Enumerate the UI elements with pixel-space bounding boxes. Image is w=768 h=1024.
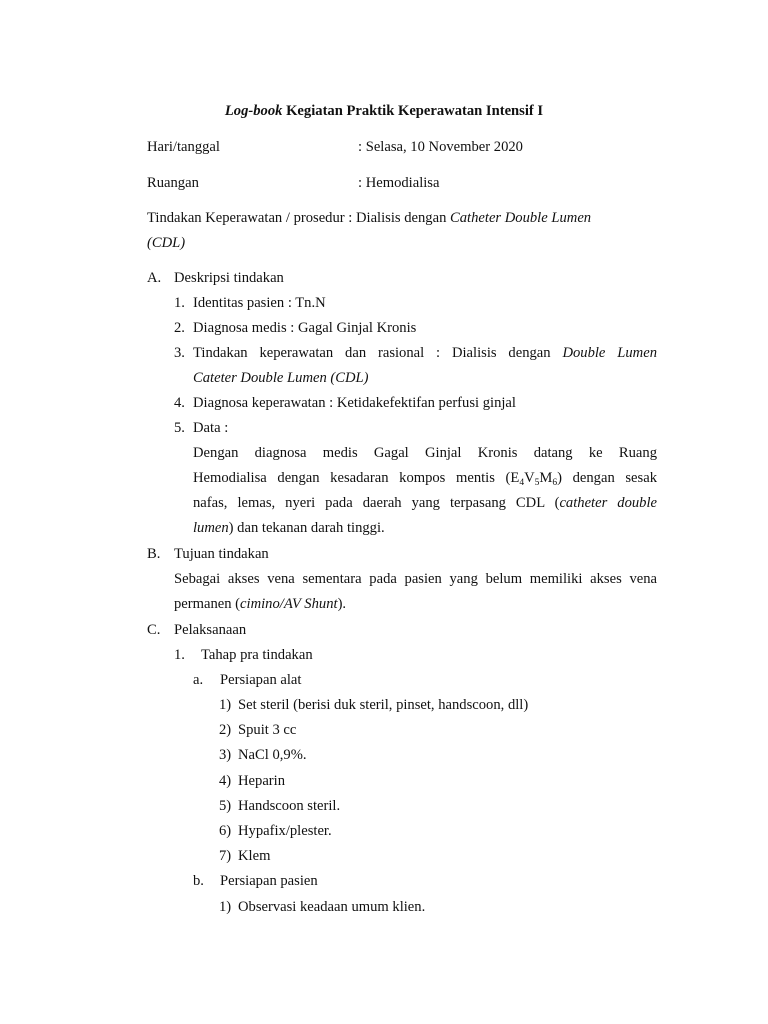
alat-item: Handscoon steril. [238,798,341,814]
a-item-text: Diagnosa keperawatan : Ketidakefektifan perfusi ginjal [193,395,516,411]
section-a-title: Deskripsi tindakan [174,270,284,286]
alat-num: 1) [219,697,232,713]
a-item-3-italic2: Cateter Double Lumen (CDL) [193,370,369,386]
sub-a-marker: a. [193,672,204,688]
a-item-num: 4. [174,395,185,411]
field-tindakan-line2 [147,235,185,253]
sub-b-marker: b. [193,873,204,889]
field-value-hari: : Selasa, 10 November 2020 [358,139,523,155]
data-line-2 [193,470,657,488]
data-line-2-pre: Hemodialisa dengan kesadaran kompos mentis (E [193,470,520,486]
step-1-num: 1. [174,647,185,663]
field-label-hari: Hari/tanggal [147,139,220,155]
alat-item: Klem [238,848,271,864]
field-value-ruangan: : Hemodialisa [358,175,440,191]
section-b-line-2 [174,596,346,614]
tindakan-italic: Catheter Double Lumen [450,210,592,226]
alat-item: Heparin [238,773,286,789]
data-line-1: Dengan diagnosa medis Gagal Ginjal Kronis datang ke Ruang [193,445,657,461]
alat-item: Hypafix/plester. [238,823,332,839]
sub-a-title: Persiapan alat [220,672,302,688]
alat-item: NaCl 0,9%. [238,747,307,763]
alat-num: 3) [219,747,232,763]
a-item-3-line2 [193,370,369,388]
data-line-2-post: ) dengan sesak [557,470,657,486]
data-line-4-italic: lumen [193,520,229,536]
data-line-3-italic: catheter double [559,495,658,511]
section-b-line-2-pre: permanen ( [174,596,241,612]
a-item-3-italic: Double Lumen [562,345,657,361]
a-item-text: Diagnosa medis : Gagal Ginjal Kronis [193,320,417,336]
sub-b-title: Persiapan pasien [220,873,318,889]
alat-num: 5) [219,798,232,814]
a-item-3-line1 [193,345,657,363]
step-1-title: Tahap pra tindakan [201,647,313,663]
a-item-text: Data : [193,420,229,436]
data-line-4-post: ) dan tekanan darah tinggi. [228,520,385,536]
section-c-marker: C. [147,622,161,638]
section-b-title: Tujuan tindakan [174,546,269,562]
field-tindakan [147,210,591,228]
tindakan-text: Tindakan Keperawatan / prosedur : Dialisis dengan [147,210,451,226]
data-line-4 [193,520,385,538]
title-rest: Kegiatan Praktik Keperawatan Intensif I [282,103,544,119]
alat-num: 7) [219,848,232,864]
a-item-3-text: Tindakan keperawatan dan rasional : Dialisis dengan [193,345,563,361]
page-title [0,103,768,121]
section-b-marker: B. [147,546,161,562]
data-v: V [524,470,535,486]
pasien-item: Observasi keadaan umum klien. [238,899,426,915]
field-label-ruangan: Ruangan [147,175,199,191]
data-line-3 [193,495,657,513]
pasien-num: 1) [219,899,232,915]
alat-item: Spuit 3 cc [238,722,297,738]
title-italic: Log-book [224,103,283,119]
section-b-line-2-italic: cimino/AV Shunt [240,596,338,612]
subscript-e: 4 [519,478,525,488]
a-item-num: 2. [174,320,185,336]
section-c-title: Pelaksanaan [174,622,247,638]
subscript-v: 5 [534,478,540,488]
a-item-text: Identitas pasien : Tn.N [193,295,326,311]
section-a-marker: A. [147,270,162,286]
alat-num: 6) [219,823,232,839]
alat-item: Set steril (berisi duk steril, pinset, handscoon, dll) [238,697,529,713]
a-item-num: 3. [174,345,185,361]
section-b-line-2-post: ). [337,596,347,612]
subscript-m: 6 [552,478,558,488]
alat-num: 2) [219,722,232,738]
a-item-num: 1. [174,295,185,311]
tindakan-cdl: (CDL) [147,235,186,251]
a-item-num: 5. [174,420,185,436]
data-m: M [539,470,553,486]
data-line-3-pre: nafas, lemas, nyeri pada daerah yang terpasang CDL ( [193,495,560,511]
section-b-line-1: Sebagai akses vena sementara pada pasien yang belum memiliki akses vena [174,571,657,587]
alat-num: 4) [219,773,232,789]
